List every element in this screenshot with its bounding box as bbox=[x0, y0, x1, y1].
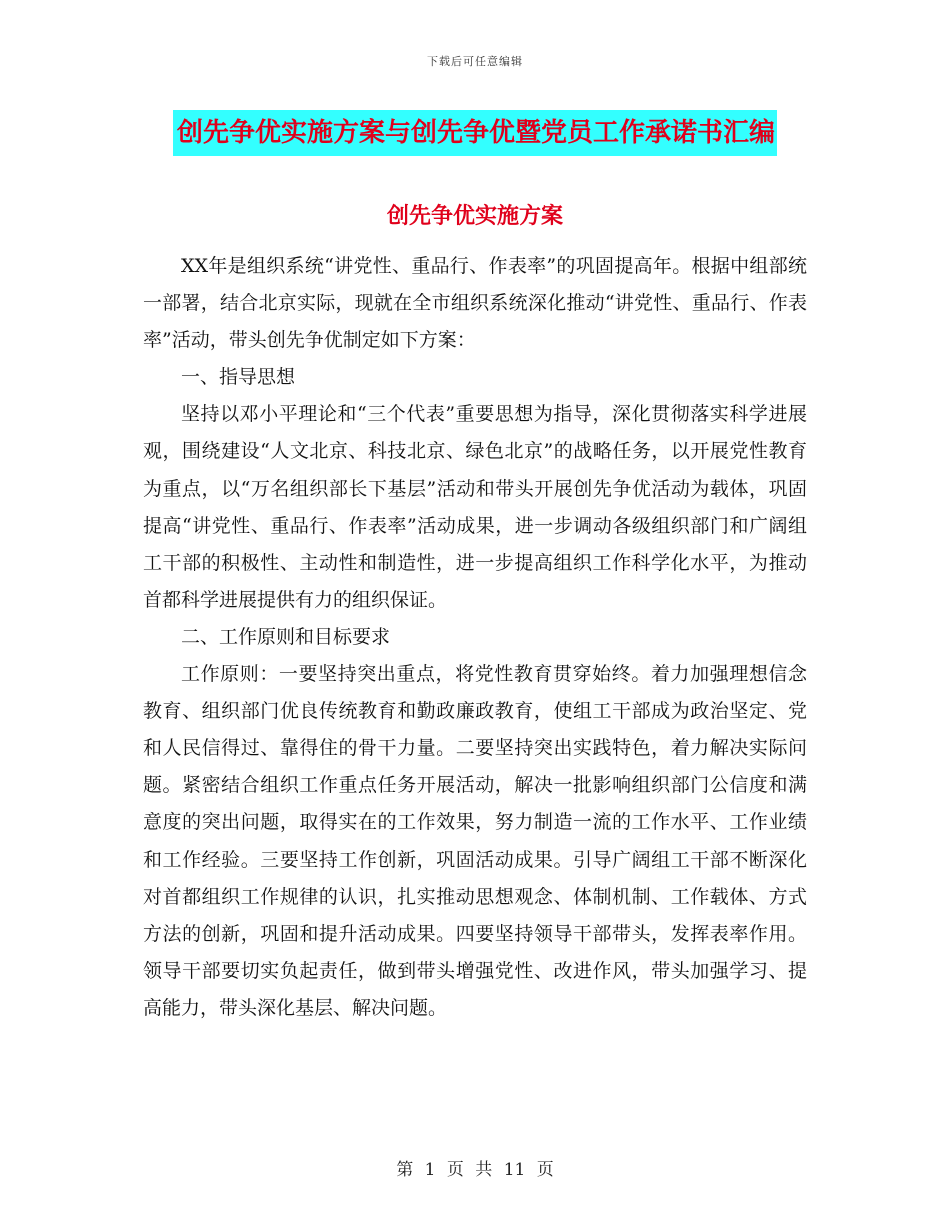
document-body bbox=[143, 248, 807, 1027]
heading-guiding-ideology: 一、指导思想 bbox=[181, 366, 296, 389]
document-title: 创先争优实施方案与创先争优暨党员工作承诺书汇编 bbox=[173, 110, 777, 156]
heading-work-principles: 二、工作原则和目标要求 bbox=[181, 625, 391, 648]
header-note: 下载后可任意编辑 bbox=[427, 55, 523, 68]
section-title: 创先争优实施方案 bbox=[386, 203, 563, 229]
page-number: 第 1 页 共 11 页 bbox=[396, 1160, 554, 1180]
paragraph-intro: XX年是组织系统“讲党性、重品行、作表率”的巩固提高年。根据中组部统一部署，结合北京实际，现就在全市组织系统深化推动“讲党性、重品行、作表率”活动，带头创先争优制定如下方案： bbox=[143, 255, 807, 352]
paragraph-work-principles: 工作原则：一要坚持突出重点，将党性教育贯穿始终。着力加强理想信念教育、组织部门优良传统教育和勤政廉政教育，使组工干部成为政治坚定、党和人民信得过、靠得住的骨干力量。二要坚持突出实践特色，着力解决实际问题。紧密结合组织工作重点任务开展活动，解决一批影响组织部门公信度和满意度的突出问题，取得实在的工作效果，努力制造一流的工作水平、工作业绩和工作经验。三要坚持工作创新，巩固活动成果。引导广阔组工干部不断深化对首都组织工作规律的认识，扎实推动思想观念、体制机制、工作载体、方式方法的创新，巩固和提升活动成果。四要坚持领导干部带头，发挥表率作用。领导干部要切实负起责任，做到带头增强党性、改进作风，带头加强学习、提高能力，带头深化基层、解决问题。 bbox=[143, 663, 807, 1019]
paragraph-guiding-ideology: 坚持以邓小平理论和“三个代表”重要思想为指导，深化贯彻落实科学进展观，围绕建设“人文北京、科技北京、绿色北京”的战略任务，以开展党性教育为重点，以“万名组织部长下基层”活动和带头开展创先争优活动为载体，巩固提高“讲党性、重品行、作表率”活动成果，进一步调动各级组织部门和广阔组工干部的积极性、主动性和制造性，进一步提高组织工作科学化水平，为推动首都科学进展提供有力的组织保证。 bbox=[143, 403, 807, 611]
document-title-container bbox=[0, 110, 950, 156]
